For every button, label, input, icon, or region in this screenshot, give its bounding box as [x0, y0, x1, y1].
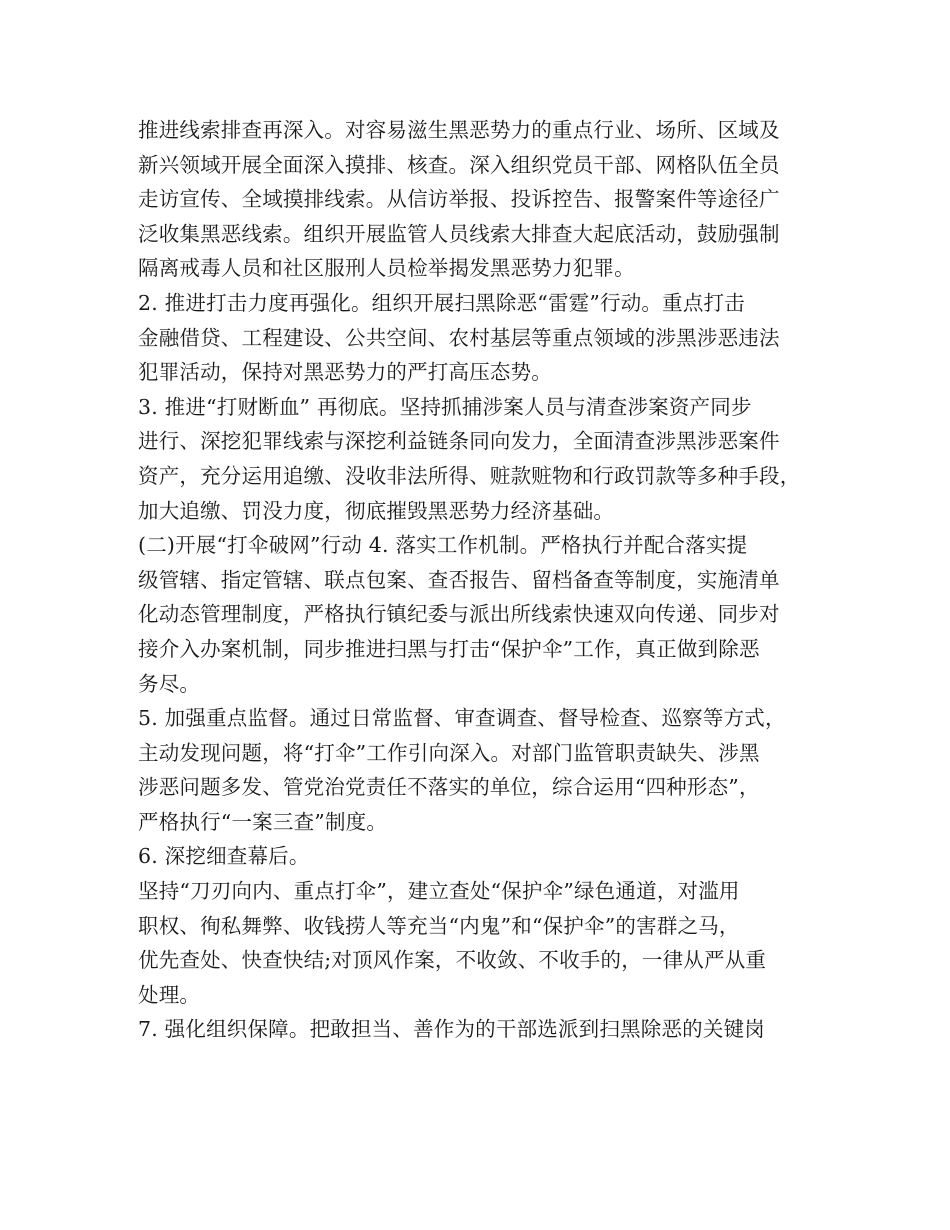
text-line: 新兴领域开展全面深入摸排、核查。深入组织党员干部、网格队伍全员 — [138, 152, 780, 177]
text-line: 严格执行“一案三查”制度。 — [138, 809, 388, 834]
text-line: 金融借贷、工程建设、公共空间、农村基层等重点领域的涉黑涉恶违法 — [138, 325, 780, 350]
text-line: 3. 推进“打财断血” 再彻底。坚持抓捕涉案人员与清查涉案资产同步 — [138, 394, 752, 419]
text-line: 优先查处、快查快结;对顶风作案，不收敛、不收手的，一律从严从重 — [138, 948, 767, 973]
text-line: 接介入办案机制，同步推进扫黑与打击“保护伞”工作，真正做到除恶 — [138, 636, 760, 661]
text-line: 隔离戒毒人员和社区服刑人员检举揭发黑恶势力犯罪。 — [138, 256, 635, 281]
document-body — [138, 113, 828, 1047]
text-line: 处理。 — [138, 982, 201, 1007]
text-line: 主动发现问题，将“打伞”工作引向深入。对部门监管职责缺失、涉黑 — [138, 740, 760, 765]
text-line: 5. 加强重点监督。通过日常监督、审查调查、督导检查、巡察等方式， — [138, 706, 786, 731]
text-line: 泛收集黑恶线索。组织开展监管人员线索大排查大起底活动，鼓励强制 — [138, 221, 780, 246]
text-line: 资产，充分运用追缴、没收非法所得、赃款赃物和行政罚款等多种手段， — [138, 463, 801, 488]
text-line: 坚持“刀刃向内、重点打伞”，建立查处“保护伞”绿色通道，对滥用 — [138, 879, 740, 904]
text-line: 进行、深挖犯罪线索与深挖利益链条同向发力，全面清查涉黑涉恶案件 — [138, 429, 780, 454]
text-line: 6. 深挖细查幕后。 — [138, 844, 310, 869]
text-line: 2. 推进打击力度再强化。组织开展扫黑除恶“雷霆”行动。重点打击 — [138, 290, 745, 315]
text-line: 涉恶问题多发、管党治党责任不落实的单位，综合运用“四种形态”， — [138, 775, 760, 800]
text-line: (二)开展“打伞破网”行动 4. 落实工作机制。严格执行并配合落实提 — [138, 533, 748, 558]
text-line: 职权、徇私舞弊、收钱捞人等充当“内鬼”和“保护伞”的害群之马， — [138, 913, 740, 938]
text-line: 级管辖、指定管辖、联点包案、查否报告、留档备查等制度，实施清单 — [138, 567, 780, 592]
text-line: 推进线索排查再深入。对容易滋生黑恶势力的重点行业、场所、区域及 — [138, 118, 780, 142]
text-line: 化动态管理制度，严格执行镇纪委与派出所线索快速双向传递、同步对 — [138, 602, 780, 627]
text-line: 7. 强化组织保障。把敢担当、善作为的干部选派到扫黑除恶的关键岗 — [138, 1017, 765, 1042]
text-line: 加大追缴、罚没力度，彻底摧毁黑恶势力经济基础。 — [138, 498, 615, 523]
text-line: 犯罪活动，保持对黑恶势力的严打高压态势。 — [138, 360, 552, 385]
text-line: 走访宣传、全域摸排线索。从信访举报、投诉控告、报警案件等途径广 — [138, 187, 780, 212]
text-line: 务尽。 — [138, 671, 201, 696]
